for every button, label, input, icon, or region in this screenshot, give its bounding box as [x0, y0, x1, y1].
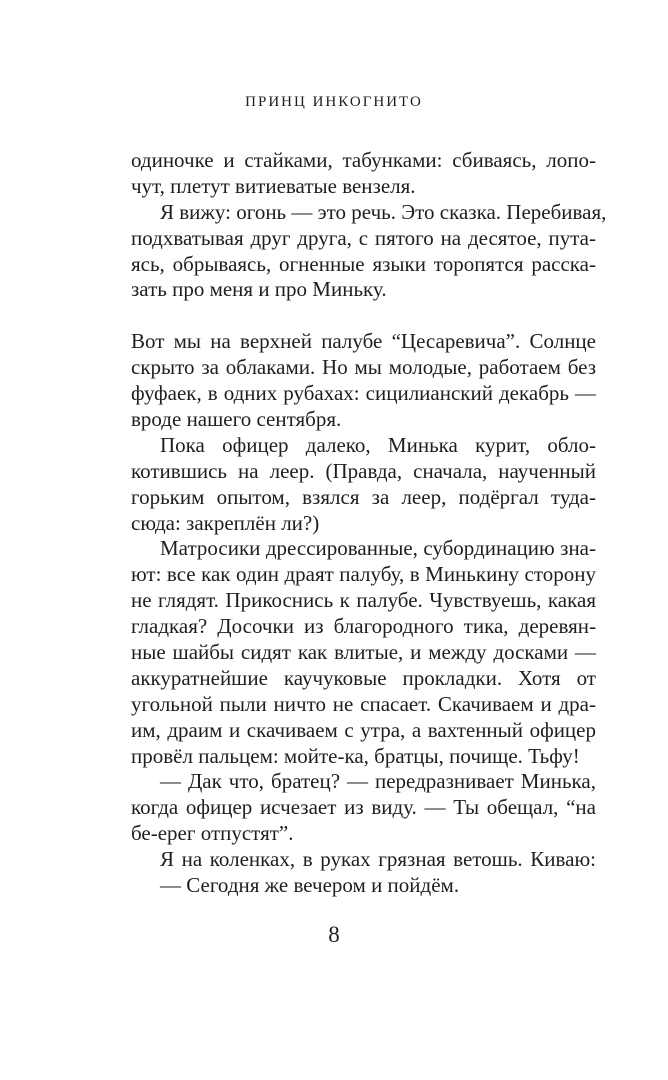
text-line: ясь, обрываясь, огненные языки торопятся расска- — [131, 251, 596, 276]
text-line: сюда: закреплён ли?) — [131, 510, 320, 535]
text-line: Матросики дрессированные, субординацию зна- — [160, 536, 596, 561]
text-line: гладкая? Досочки из благородного тика, деревян- — [131, 614, 596, 639]
text-line: фуфаек, в одних рубахах: сицилианский декабрь — — [131, 381, 596, 406]
text-line: не глядят. Прикоснись к палубе. Чувствуешь, какая — [131, 588, 596, 613]
text-line: Я на коленках, в руках грязная ветошь. Киваю: — [160, 847, 596, 872]
text-line: ные шайбы сидят как влитые, и между досками — — [131, 639, 596, 664]
text-line: аккуратнейшие каучуковые прокладки. Хотя от — [131, 665, 596, 690]
text-line: горьким опытом, взялся за леер, подёргал туда- — [131, 484, 596, 509]
text-line: когда офицер исчезает из виду. — Ты обещал, “на — [131, 795, 596, 820]
text-line: провёл пальцем: мойте-ка, братцы, почище. Тьфу! — [131, 743, 580, 768]
text-line: котившись на леер. (Правда, сначала, наученный — [131, 458, 596, 483]
text-line: одиночке и стайками, табунками: сбиваясь, лопо- — [131, 148, 596, 172]
text-line: Пока офицер далеко, Минька курит, обло- — [160, 432, 596, 457]
text-line: им, драим и скачиваем с утра, а вахтенный офицер — [131, 717, 596, 742]
text-line: бе-ерег отпустят”. — [131, 821, 294, 846]
text-line: — Дак что, братец? — передразнивает Минька, — [160, 769, 596, 794]
text-line: скрыто за облаками. Но мы молодые, работаем без — [131, 355, 596, 380]
text-line: ют: все как один драят палубу, в Минькину сторону — [131, 562, 596, 587]
text-line: чут, плетут витиеватые вензеля. — [131, 173, 416, 198]
running-title: ПРИНЦ ИНКОГНИТО — [245, 94, 423, 110]
text-line: — Сегодня же вечером и пойдём. — [160, 873, 460, 897]
text-line: подхватывая друг друга, с пятого на десятое, пута- — [131, 225, 596, 250]
text-line: угольной пыли ничто не спасает. Скачиваем и дра- — [131, 691, 596, 716]
text-line: вроде нашего сентября. — [131, 406, 342, 431]
text-line: зать про меня и про Миньку. — [131, 277, 387, 302]
text-line: Вот мы на верхней палубе “Цесаревича”. Солнце — [131, 329, 596, 354]
page-number: 8 — [328, 922, 340, 947]
text-line: Я вижу: огонь — это речь. Это сказка. Перебивая, — [160, 199, 607, 224]
